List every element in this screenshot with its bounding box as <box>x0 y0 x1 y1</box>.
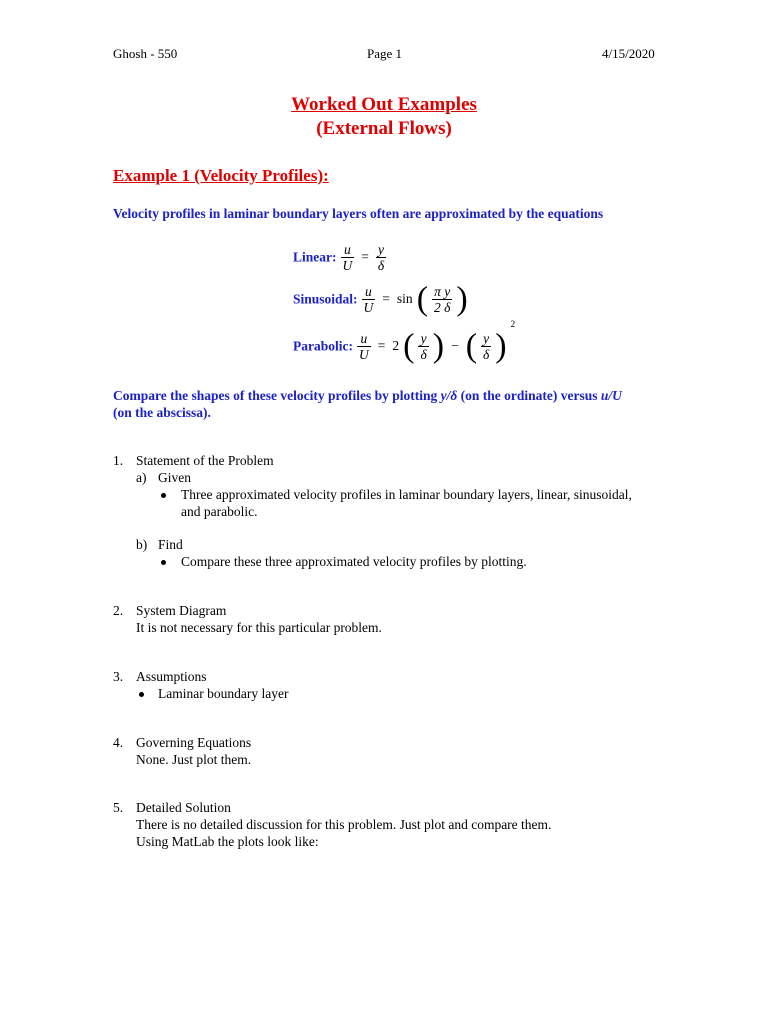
compare-text-line2: (on the abscissa). <box>113 405 211 420</box>
fraction-denominator: U <box>342 258 353 273</box>
fraction-numerator: u <box>344 242 351 257</box>
document-title <box>0 94 768 116</box>
section-3-number: 3. <box>113 669 124 684</box>
section-5-number: 5. <box>113 800 124 815</box>
section-1a-label: a) <box>136 470 147 485</box>
fraction-denominator: δ <box>420 347 427 362</box>
document-title-line1: Worked Out Examples <box>291 94 477 115</box>
fraction-denominator: δ <box>483 347 490 362</box>
section-2-number: 2. <box>113 603 124 618</box>
section-1a-title: Given <box>158 470 191 485</box>
header-page-number: Page 1 <box>367 46 403 61</box>
coefficient: 2 <box>392 338 400 354</box>
header-author: Ghosh - 550 <box>113 46 178 61</box>
parabolic-term1-fraction <box>418 331 428 362</box>
section-2-text: It is not necessary for this particular problem. <box>136 620 382 635</box>
parabolic-label: Parabolic: <box>293 338 353 354</box>
bullet-icon <box>161 493 166 498</box>
equals-sign: = <box>382 291 390 307</box>
document-subtitle: (External Flows) <box>316 118 452 139</box>
bullet-icon <box>161 560 166 565</box>
exponent: 2 <box>510 319 516 329</box>
close-paren: ) <box>432 327 445 365</box>
section-4-number: 4. <box>113 735 124 750</box>
section-2-title: System Diagram <box>136 603 227 618</box>
sine-function: sin <box>396 291 413 307</box>
linear-label: Linear: <box>293 249 337 265</box>
section-1b-title: Find <box>158 537 183 552</box>
compare-text-part2: (on the ordinate) versus <box>457 388 601 403</box>
open-paren: ( <box>465 327 478 365</box>
fraction-denominator: U <box>363 300 374 315</box>
section-5-line2: Using MatLab the plots look like: <box>136 834 319 849</box>
close-paren: ) <box>495 327 507 365</box>
parabolic-equation <box>293 319 516 365</box>
section-4-title: Governing Equations <box>136 735 252 750</box>
linear-lhs-fraction <box>341 242 355 273</box>
parabolic-term2-fraction <box>481 331 491 362</box>
section-1b-bullet: Compare these three approximated velocity profiles by plotting. <box>181 554 527 569</box>
open-paren: ( <box>416 280 429 318</box>
fraction-denominator: 2 δ <box>434 300 451 315</box>
minus-sign: − <box>451 338 459 354</box>
linear-rhs-fraction <box>376 242 386 273</box>
section-1a-bullet-line2: and parabolic. <box>181 504 258 519</box>
fraction-numerator: π y <box>434 284 451 299</box>
example-heading: Example 1 (Velocity Profiles): <box>113 166 329 185</box>
linear-equation <box>293 242 386 273</box>
equals-sign: = <box>377 338 386 354</box>
parabolic-lhs-fraction <box>357 331 371 362</box>
fraction-denominator: δ <box>377 258 385 273</box>
fraction-numerator: u <box>360 331 368 346</box>
equals-sign: = <box>361 249 369 265</box>
sinusoidal-label: Sinusoidal: <box>293 291 358 307</box>
section-1b-label: b) <box>136 537 148 552</box>
compare-text-part1: Compare the shapes of these velocity profiles by plotting <box>113 388 441 403</box>
fraction-numerator: y <box>420 331 427 346</box>
section-1-number: 1. <box>113 453 124 468</box>
intro-text: Velocity profiles in laminar boundary layers often are approximated by the equations <box>113 206 604 221</box>
section-3-bullet: Laminar boundary layer <box>158 686 289 701</box>
section-5-title: Detailed Solution <box>136 800 231 815</box>
section-3-title: Assumptions <box>136 669 207 684</box>
sinusoidal-arg-fraction <box>432 284 452 315</box>
fraction-numerator: y <box>378 242 385 257</box>
abscissa-variable: u/U <box>600 388 622 403</box>
section-4-text: None. Just plot them. <box>136 752 252 767</box>
fraction-numerator: u <box>365 284 372 299</box>
sinusoidal-lhs-fraction <box>362 284 376 315</box>
ordinate-variable: y/δ <box>440 388 458 403</box>
close-paren: ) <box>456 280 468 318</box>
fraction-numerator: y <box>483 331 490 346</box>
section-1a-bullet-line1: Three approximated velocity profiles in laminar boundary layers, linear, sinusoidal, <box>181 487 632 502</box>
header-date: 4/15/2020 <box>602 46 655 61</box>
sinusoidal-equation <box>293 280 468 318</box>
compare-text-line1 <box>113 388 622 404</box>
fraction-denominator: U <box>359 347 369 362</box>
section-5-line1: There is no detailed discussion for this problem. Just plot and compare them. <box>136 817 552 832</box>
section-1-title: Statement of the Problem <box>136 453 274 468</box>
bullet-icon <box>139 692 144 697</box>
open-paren: ( <box>403 327 415 365</box>
